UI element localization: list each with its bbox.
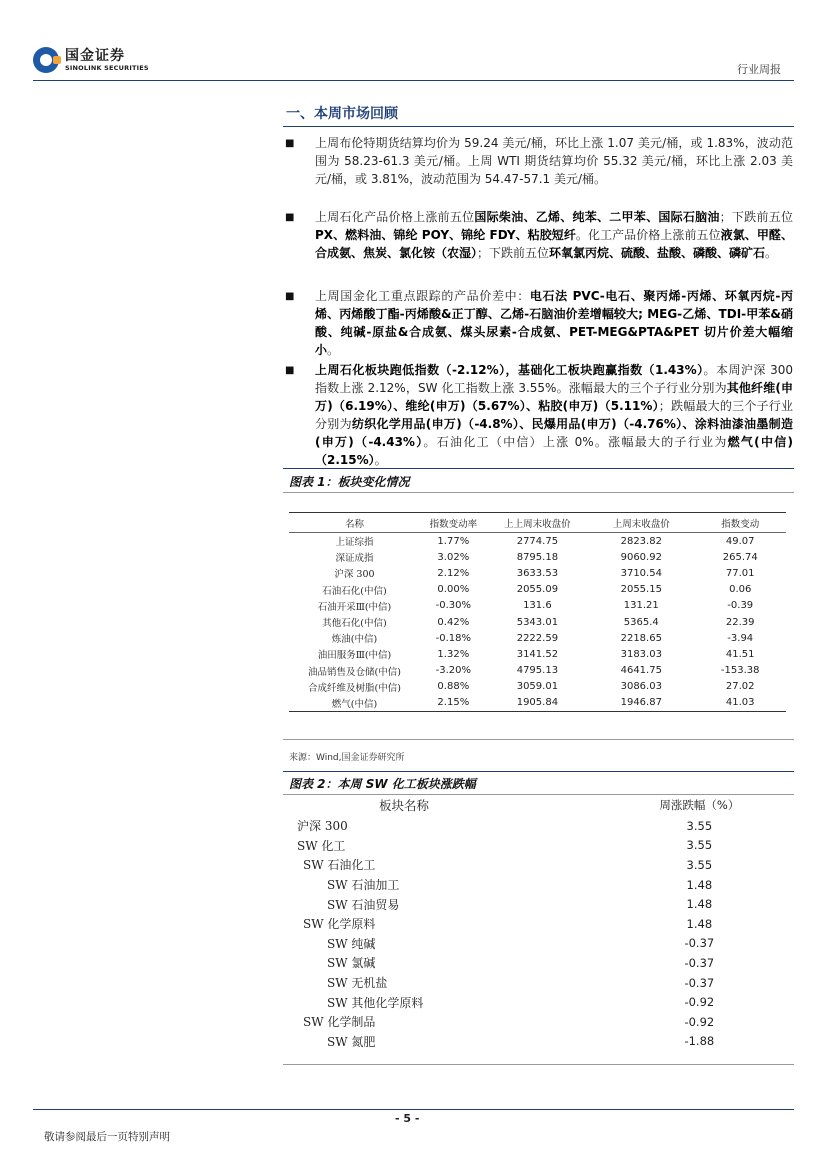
- sector-name: SW 石油化工: [303, 858, 376, 873]
- table-row: [289, 992, 779, 1012]
- table-cell: 合成纤维及树脂(中信): [308, 682, 401, 694]
- table-cell: 1905.84: [516, 697, 559, 709]
- table-row: [289, 630, 786, 646]
- table-cell: 4641.75: [620, 665, 662, 677]
- table-cell: 22.39: [725, 616, 755, 628]
- figure1-top-rule: [283, 468, 794, 469]
- figure2-title: 图表 2：本周 SW 化工板块涨跌幅: [289, 777, 476, 791]
- bullet-icon: [285, 291, 295, 301]
- table-cell: 0.06: [729, 584, 752, 596]
- table-cell: -153.38: [720, 665, 760, 677]
- sector-change-table: [289, 512, 786, 712]
- table-cell: 燃气(中信): [331, 698, 378, 710]
- table-cell: 3141.52: [516, 648, 559, 660]
- figure1-bottom-rule: [283, 739, 794, 740]
- table-row: [289, 1032, 779, 1052]
- figure1-title: 图表 1：板块变化情况: [289, 475, 410, 489]
- weekly-change-value: 1.48: [686, 897, 713, 912]
- weekly-change-value: 3.55: [686, 838, 713, 853]
- weekly-change-value: 1.48: [686, 877, 713, 892]
- table-row: [289, 598, 786, 614]
- bullet-icon: [285, 365, 295, 375]
- table-row: [289, 875, 779, 895]
- table-row: [289, 582, 786, 598]
- col-header: 名称: [344, 518, 364, 530]
- table-cell: 2774.75: [516, 535, 559, 547]
- table-row: [289, 663, 786, 679]
- figure1-source: 来源：Wind,国金证券研究所: [289, 753, 405, 763]
- col-header: 周涨跌幅（%）: [659, 798, 740, 812]
- col-header: 板块名称: [379, 798, 430, 813]
- table-cell: 2823.82: [620, 535, 662, 547]
- table-header-row: [289, 513, 786, 533]
- footer-divider: [33, 1109, 794, 1110]
- weekly-change-value: 1.48: [686, 916, 713, 931]
- weekly-change-value: 3.55: [686, 818, 713, 833]
- table-cell: 2055.15: [620, 584, 662, 596]
- table-cell: 深证成指: [335, 553, 374, 565]
- table-cell: 2.15%: [437, 697, 470, 709]
- table-row: [289, 679, 786, 695]
- table-cell: 265.74: [722, 551, 758, 563]
- table-cell: 8795.18: [516, 551, 559, 563]
- table-row: [289, 836, 779, 856]
- table-row: [289, 894, 779, 914]
- table-cell: 4795.13: [516, 665, 559, 677]
- sector-name: SW 无机盐: [327, 976, 388, 991]
- table-cell: 上证综指: [335, 537, 374, 549]
- sector-name: SW 化学制品: [303, 1015, 376, 1030]
- table-cell: 41.51: [725, 648, 755, 660]
- figure2-top-rule: [283, 771, 794, 772]
- bullet-icon: [285, 212, 295, 222]
- table-row: [289, 614, 786, 630]
- section-title: 一、本周市场回顾: [286, 106, 398, 122]
- sector-name: SW 石油加工: [327, 878, 400, 893]
- table-cell: 77.01: [725, 567, 755, 579]
- table-cell: 5365.4: [623, 616, 659, 628]
- weekly-change-value: -1.88: [684, 1034, 715, 1049]
- bullet-paragraph: 上周布伦特期货结算均价为 59.24 美元/桶，环比上涨 1.07 美元/桶，或 1.83%，波动范围为 58.23-61.3 美元/桶。上周 WTI 期货结算均价 55.32 美元/桶，环比上涨 2.03 美元/桶，或 3.81%，波动范围为 54.47-57.1 美元/桶。: [315, 136, 793, 186]
- table-header-row: [289, 794, 779, 816]
- table-cell: 1.32%: [437, 648, 470, 660]
- bullet-icon: [285, 138, 295, 148]
- logo-chinese-name: 国金证券: [65, 48, 125, 64]
- table-cell: 5343.01: [516, 616, 559, 628]
- weekly-change-value: -0.92: [684, 1014, 715, 1029]
- table-cell: 0.00%: [437, 584, 470, 596]
- table-cell: 2222.59: [516, 632, 559, 644]
- table-cell: -0.18%: [435, 632, 472, 644]
- table-row: [289, 533, 786, 550]
- sector-name: SW 纯碱: [327, 936, 376, 951]
- table-cell: 0.42%: [437, 616, 470, 628]
- table-cell: 石油开采Ⅲ(中信): [317, 601, 392, 613]
- weekly-change-value: -0.37: [684, 936, 715, 951]
- table-row: [289, 646, 786, 662]
- table-cell: 油品销售及仓储(中信): [308, 666, 401, 678]
- table-cell: 2218.65: [620, 632, 662, 644]
- table-row: [289, 549, 786, 565]
- table-cell: 2055.09: [516, 584, 559, 596]
- table-cell: -0.39: [727, 600, 754, 612]
- bullet-paragraph: 上周石化板块跑低指数（-2.12%），基础化工板块跑赢指数（1.43%）。本周沪深 300 指数上涨 2.12%，SW 化工指数上涨 3.55%。涨幅最大的三个子行业分别为其他纤维(申万)（6.19%）、维纶(申万)（5.67%）、粘胶(申万)（5.11%）；跌幅最大的三个子行业分别为纺织化学用品(申万)（-4.8%）、民爆用品(申万)（-4.76%）、涂料油漆油墨制造(申万)（-4.43%）。石油化工（中信）上涨 0%。涨幅最大的子行业为燃气(中信)（2.15%）。: [315, 363, 793, 467]
- sw-chemical-sector-table: [289, 794, 779, 1051]
- table-cell: 131.6: [523, 600, 552, 612]
- company-logo: [33, 44, 153, 76]
- table-cell: 3059.01: [516, 681, 559, 693]
- page-number: - 5 -: [395, 1112, 420, 1125]
- table-cell: 1.77%: [437, 535, 470, 547]
- col-header: 指数变动率: [429, 518, 478, 530]
- sector-name: SW 氯碱: [327, 956, 376, 971]
- table-cell: 27.02: [725, 681, 755, 693]
- table-cell: 49.07: [725, 535, 755, 547]
- bullet-paragraph: 上周石化产品价格上涨前五位国际柴油、乙烯、纯苯、二甲苯、国际石脑油；下跌前五位 PX、燃料油、锦纶 POY、锦纶 FDY、粘胶短纤。化工产品价格上涨前五位液氯、甲醛、合成氨、焦炭、氯化铵（农湿）；下跌前五位环氧氯丙烷、硫酸、盐酸、磷酸、磷矿石。: [315, 210, 793, 260]
- table-row: [289, 816, 779, 836]
- table-cell: 131.21: [623, 600, 659, 612]
- table-cell: 3086.03: [620, 681, 662, 693]
- figure2-bottom-rule: [283, 1064, 794, 1065]
- header-divider: [33, 80, 794, 81]
- col-header: 上上周末收盘价: [504, 518, 571, 530]
- col-header: 指数变动: [721, 518, 760, 530]
- sector-name: SW 石油贸易: [327, 897, 400, 912]
- table-cell: 0.88%: [437, 681, 470, 693]
- table-row: [289, 973, 779, 993]
- bullet-paragraph: 上周国金化工重点跟踪的产品价差中：电石法 PVC-电石、聚丙烯-丙烯、环氧丙烷-丙烯、丙烯酸丁酯-丙烯酸&正丁醇、乙烯-石脑油价差增幅较大; MEG-乙烯、TDI-甲苯&硝酸、纯碱-原盐&合成氨、煤头尿素-合成氨、PET-MEG&PTA&PET 切片价差大幅缩小。: [315, 289, 793, 357]
- table-cell: -0.30%: [435, 600, 472, 612]
- table-cell: -3.94: [727, 632, 754, 644]
- table-cell: 3633.53: [516, 567, 559, 579]
- table-row: [289, 855, 779, 875]
- table-cell: 炼油(中信): [331, 634, 378, 646]
- table-cell: 3183.03: [620, 648, 662, 660]
- table-cell: 油田服务Ⅲ(中信): [317, 650, 392, 662]
- table-cell: 沪深 300: [334, 569, 375, 581]
- table-row: [289, 914, 779, 934]
- table-cell: 其他石化(中信): [322, 618, 387, 630]
- table-cell: 1946.87: [620, 697, 662, 709]
- logo-icon: [33, 47, 59, 73]
- table-cell: -3.20%: [435, 665, 472, 677]
- logo-english-name: SINOLINK SECURITIES: [65, 64, 149, 72]
- section-divider: [283, 126, 794, 127]
- report-type: 行业周报: [737, 63, 781, 76]
- table-cell: 3.02%: [437, 551, 470, 563]
- table-row: [289, 565, 786, 581]
- table-cell: 9060.92: [620, 551, 662, 563]
- sector-name: SW 化工: [297, 838, 346, 853]
- table-cell: 石油石化(中信): [322, 585, 387, 597]
- table-cell: 41.03: [725, 697, 755, 709]
- table-cell: 2.12%: [437, 567, 470, 579]
- weekly-change-value: 3.55: [686, 857, 713, 872]
- weekly-change-value: -0.37: [684, 975, 715, 990]
- figure1-title-rule: [283, 492, 794, 493]
- table-row: [289, 695, 786, 712]
- sector-name: SW 其他化学原料: [327, 995, 424, 1010]
- sector-name: SW 化学原料: [303, 917, 376, 932]
- table-row: [289, 934, 779, 954]
- disclaimer-link: 敬请参阅最后一页特别声明: [44, 1131, 170, 1143]
- table-row: [289, 953, 779, 973]
- table-cell: 3710.54: [620, 567, 662, 579]
- col-header: 上周末收盘价: [612, 518, 670, 530]
- sector-name: 沪深 300: [297, 819, 348, 834]
- table-row: [289, 1012, 779, 1032]
- sector-name: SW 氮肥: [327, 1034, 376, 1049]
- weekly-change-value: -0.37: [684, 955, 715, 970]
- weekly-change-value: -0.92: [684, 995, 715, 1010]
